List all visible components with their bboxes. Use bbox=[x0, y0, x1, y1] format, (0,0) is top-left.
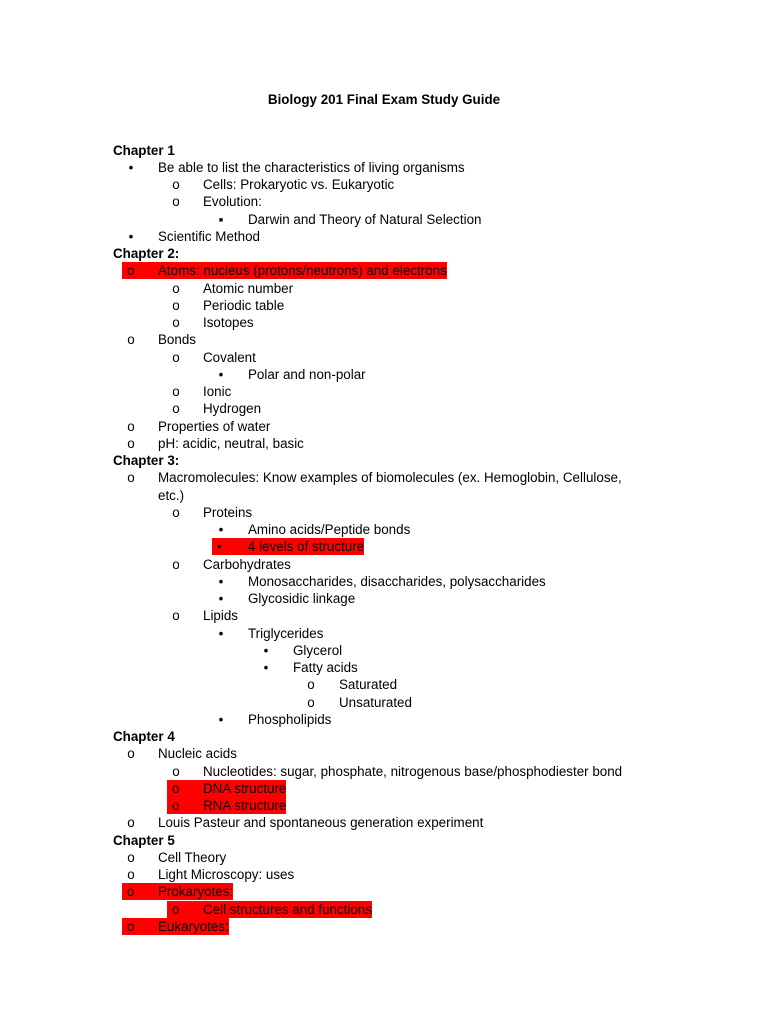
hollow-bullet-icon: o bbox=[122, 883, 158, 900]
bullet-icon: • bbox=[218, 366, 224, 382]
list-item bbox=[0, 642, 768, 659]
list-item bbox=[0, 866, 768, 883]
chapter-heading: Chapter 1 bbox=[113, 142, 175, 158]
list-item bbox=[0, 901, 768, 918]
list-item-text: Nucleic acids bbox=[158, 746, 237, 762]
list-item bbox=[0, 469, 768, 486]
hollow-bullet-icon: o bbox=[172, 608, 180, 624]
list-item bbox=[0, 193, 768, 210]
hollow-bullet-icon: o bbox=[127, 435, 135, 451]
list-item-text: Glycosidic linkage bbox=[248, 591, 356, 606]
list-item-text: Covalent bbox=[203, 349, 256, 365]
list-item-text: Polar and non-polar bbox=[248, 366, 366, 382]
hollow-bullet-icon: o bbox=[167, 901, 203, 918]
list-item bbox=[0, 366, 768, 383]
hollow-bullet-icon: o bbox=[172, 349, 180, 365]
list-item-text: pH: acidic, neutral, basic bbox=[158, 435, 304, 451]
bullet-icon: • bbox=[218, 711, 224, 727]
document-title: Biology 201 Final Exam Study Guide bbox=[267, 92, 501, 107]
list-item bbox=[0, 659, 768, 676]
chapter-heading: Chapter 5 bbox=[113, 832, 175, 848]
hollow-bullet-icon: o bbox=[172, 384, 180, 399]
hollow-bullet-icon: o bbox=[172, 297, 180, 313]
list-item bbox=[0, 694, 768, 711]
hollow-bullet-icon: o bbox=[167, 797, 203, 814]
hollow-bullet-icon: o bbox=[172, 315, 180, 330]
list-item bbox=[0, 780, 768, 797]
hollow-bullet-icon: o bbox=[172, 763, 180, 779]
list-item bbox=[0, 314, 768, 331]
list-item bbox=[0, 228, 768, 245]
list-item-text: Fatty acids bbox=[293, 660, 358, 675]
chapter-heading: Chapter 2: bbox=[113, 246, 180, 261]
list-item bbox=[0, 280, 768, 297]
list-item-text: DNA structure bbox=[203, 780, 287, 796]
bullet-icon: • bbox=[263, 660, 269, 675]
list-item-text: Atoms: nucleus (protons/neutrons) and electrons bbox=[158, 263, 447, 279]
list-item-text: Unsaturated bbox=[339, 694, 412, 710]
list-item bbox=[0, 349, 768, 366]
list-item bbox=[0, 159, 768, 176]
list-item-text: Hydrogen bbox=[203, 401, 262, 417]
list-item-text: Amino acids/Peptide bonds bbox=[248, 522, 411, 537]
list-item-text: Atomic number bbox=[203, 280, 294, 296]
list-item bbox=[0, 573, 768, 590]
list-item bbox=[0, 849, 768, 866]
hollow-bullet-icon: o bbox=[127, 849, 135, 865]
list-item-text: 4 levels of structure bbox=[248, 539, 365, 555]
list-item bbox=[0, 487, 768, 504]
bullet-icon: • bbox=[128, 228, 134, 244]
hollow-bullet-icon: o bbox=[122, 918, 158, 935]
hollow-bullet-icon: o bbox=[127, 470, 135, 486]
bullet-icon: • bbox=[263, 642, 269, 658]
list-item bbox=[0, 176, 768, 193]
list-item-text: Macromolecules: Know examples of biomolecules (ex. Hemoglobin, Cellulose, bbox=[158, 470, 622, 486]
hollow-bullet-icon: o bbox=[127, 867, 135, 882]
list-item-text: Cells: Prokaryotic vs. Eukaryotic bbox=[203, 177, 395, 192]
hollow-bullet-icon: o bbox=[172, 280, 180, 296]
list-item bbox=[0, 418, 768, 435]
list-item bbox=[0, 797, 768, 814]
hollow-bullet-icon: o bbox=[127, 815, 135, 831]
list-item-text: Ionic bbox=[203, 384, 232, 399]
list-item bbox=[0, 262, 768, 279]
list-item-text: Eukaryotes: bbox=[158, 918, 229, 934]
list-item-text: Periodic table bbox=[203, 297, 285, 313]
list-item-text: Evolution: bbox=[203, 194, 262, 210]
hollow-bullet-icon: o bbox=[172, 504, 180, 520]
list-item bbox=[0, 521, 768, 538]
list-item bbox=[0, 383, 768, 400]
hollow-bullet-icon: o bbox=[307, 694, 315, 710]
list-item-text: Carbohydrates bbox=[203, 556, 291, 572]
list-item bbox=[0, 556, 768, 573]
list-item-text: RNA structure bbox=[203, 798, 287, 813]
bullet-icon: • bbox=[218, 625, 224, 641]
list-item bbox=[0, 814, 768, 831]
list-item-text: Lipids bbox=[203, 608, 238, 624]
hollow-bullet-icon: o bbox=[172, 177, 180, 192]
list-item-text: Isotopes bbox=[203, 315, 254, 330]
list-item-text: Be able to list the characteristics of living organisms bbox=[158, 159, 465, 175]
list-item-text: Darwin and Theory of Natural Selection bbox=[248, 211, 482, 227]
list-item bbox=[0, 763, 768, 780]
list-item bbox=[0, 711, 768, 728]
hollow-bullet-icon: o bbox=[122, 262, 158, 279]
chapter-heading: Chapter 4 bbox=[113, 729, 175, 744]
list-item-text: Cell structures and functions bbox=[203, 901, 372, 917]
list-item bbox=[0, 590, 768, 607]
hollow-bullet-icon: o bbox=[127, 332, 135, 348]
list-item-text: Louis Pasteur and spontaneous generation experiment bbox=[158, 815, 484, 831]
list-item-text: etc.) bbox=[158, 487, 185, 503]
hollow-bullet-icon: o bbox=[167, 780, 203, 797]
chapter-heading: Chapter 3: bbox=[113, 453, 180, 468]
list-item bbox=[0, 883, 768, 900]
list-item bbox=[0, 297, 768, 314]
list-item-text: Light Microscopy: uses bbox=[158, 867, 295, 882]
list-item bbox=[0, 538, 768, 555]
list-item bbox=[0, 745, 768, 762]
bullet-icon: • bbox=[218, 591, 224, 606]
hollow-bullet-icon: o bbox=[127, 746, 135, 762]
list-item bbox=[0, 676, 768, 693]
list-item-text: Monosaccharides, disaccharides, polysaccharides bbox=[248, 573, 546, 589]
bullet-icon: • bbox=[212, 538, 248, 555]
list-item-text: Triglycerides bbox=[248, 625, 324, 641]
list-item-text: Properties of water bbox=[158, 418, 271, 434]
hollow-bullet-icon: o bbox=[127, 418, 135, 434]
list-item bbox=[0, 607, 768, 624]
list-item bbox=[0, 504, 768, 521]
list-item-text: Phospholipids bbox=[248, 711, 332, 727]
list-item bbox=[0, 435, 768, 452]
list-item bbox=[0, 211, 768, 228]
hollow-bullet-icon: o bbox=[307, 677, 315, 693]
list-item-text: Bonds bbox=[158, 332, 196, 348]
hollow-bullet-icon: o bbox=[172, 401, 180, 417]
list-item-text: Saturated bbox=[339, 677, 398, 693]
hollow-bullet-icon: o bbox=[172, 556, 180, 572]
list-item-text: Prokaryotes: bbox=[158, 884, 234, 900]
bullet-icon: • bbox=[218, 522, 224, 537]
list-item-text: Nucleotides: sugar, phosphate, nitrogenous base/phosphodiester bond bbox=[203, 763, 623, 779]
list-item bbox=[0, 400, 768, 417]
list-item-text: Proteins bbox=[203, 504, 253, 520]
list-item-text: Cell Theory bbox=[158, 849, 227, 865]
list-item bbox=[0, 625, 768, 642]
list-item bbox=[0, 918, 768, 935]
list-item-text: Scientific Method bbox=[158, 228, 260, 244]
square-bullet-icon: ▪ bbox=[218, 211, 224, 227]
hollow-bullet-icon: o bbox=[172, 194, 180, 210]
list-item bbox=[0, 331, 768, 348]
bullet-icon: • bbox=[128, 159, 134, 175]
bullet-icon: • bbox=[218, 573, 224, 589]
list-item-text: Glycerol bbox=[293, 642, 343, 658]
